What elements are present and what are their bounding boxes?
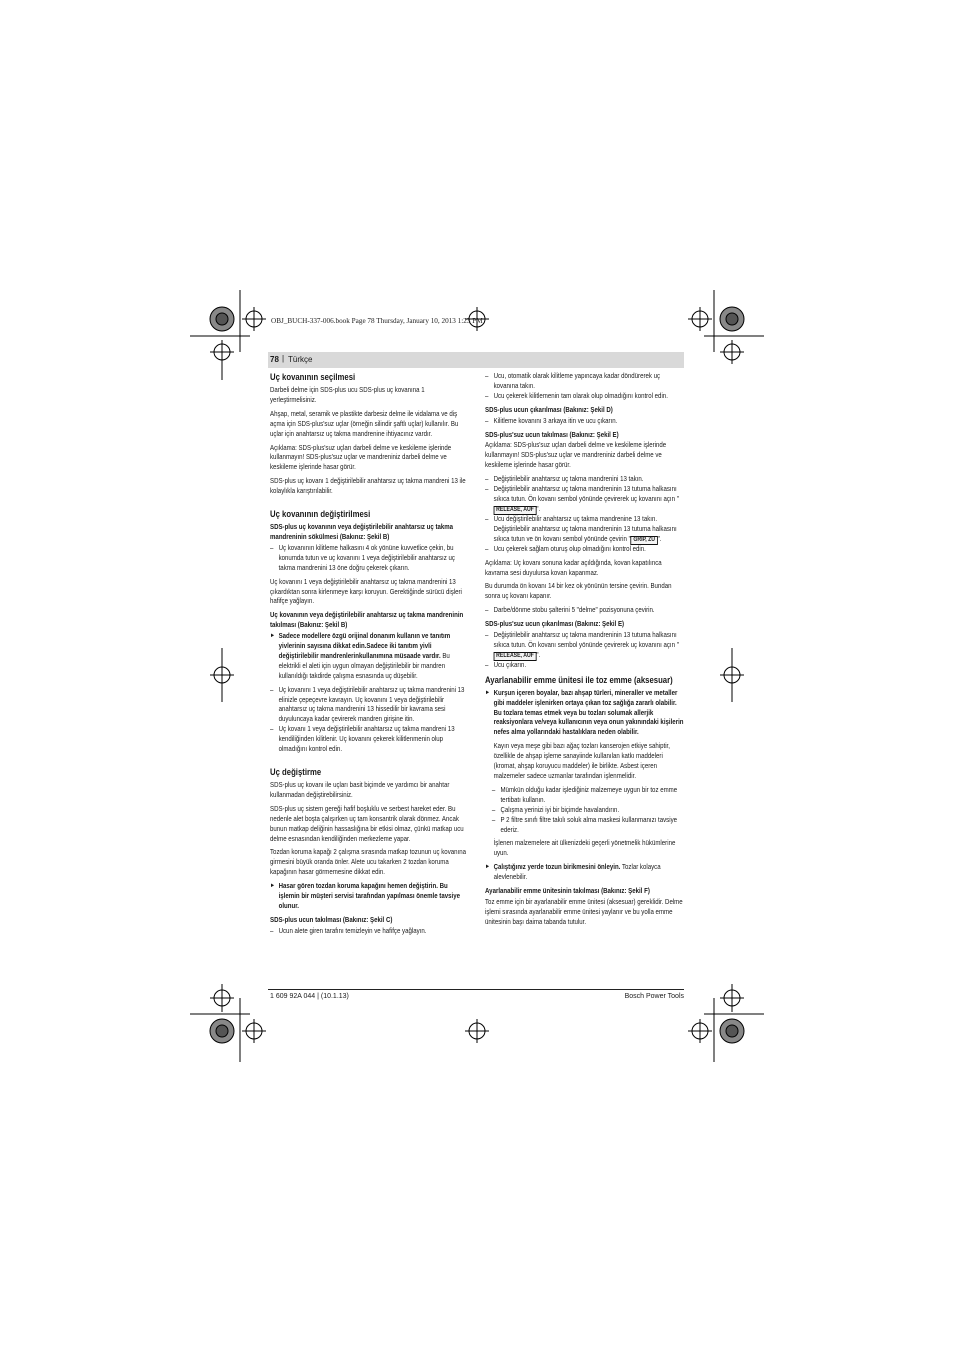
paragraph: Kayın veya meşe gibi bazı ağaç tozları kanserojen etkiye sahiptir, özellikle de ahşap işleme sanayiinde kullanılan katkı maddeleri (kromat, ahşap koruyucu maddeler) ile birlikte. Asbest içeren malzemeler sadece uzmanlar tarafından işlenmelidir. bbox=[493, 742, 670, 780]
sub-list-item: – Çalışma yerinizi iyi bir biçimde havalandırın. bbox=[492, 806, 686, 816]
section-title: Uç kovanının değiştirilmesi bbox=[270, 509, 371, 520]
sub-list-item: – Mümkün olduğu kadar işlediğiniz malzemeye uygun bir toz emme tertibatı kullanın. bbox=[492, 786, 686, 806]
language-label: Türkçe bbox=[288, 355, 313, 364]
list-item bbox=[485, 485, 685, 515]
list-item: – Ucu çekerek sağlam oturuş olup olmadığını kontrol edin. bbox=[485, 545, 685, 555]
list-item: – Darbe/dönme stobu şalterini 5 "delme" pozisyonuna çevirin. bbox=[485, 606, 685, 616]
subheading: Uç kovanının veya değiştirilebilir anahtarsız uç takma mandreninin takılması (Bakınız: Şekil B) bbox=[270, 611, 464, 630]
paragraph: SDS-plus uç kovanı ile uçları basit biçimde ve yardımcı bir anahtar kullanmadan değiştirebilirsiniz. bbox=[270, 781, 450, 799]
footer-brand: Bosch Power Tools bbox=[624, 993, 684, 1000]
note-paragraph: Açıklama: SDS-plus'suz uçları darbeli delme ve keskileme işlerinde kullanmayın! SDS-plus'suz uçlar ve mandreniniz darbeli delme ve keskileme işlerinde hasar görür. bbox=[485, 441, 667, 470]
paragraph: Toz emme için bir ayarlanabilir emme ünitesi (aksesuar) gereklidir. Delme işlemi sırasında ayarlanabilir emme ünitesi yaylanır ve bu yolla emme ünitesinin başı daima tabanda tutulur. bbox=[485, 897, 683, 926]
page-number: 78 bbox=[270, 355, 279, 364]
grip-symbol-label: GRIP, ZU bbox=[631, 536, 658, 545]
warning-item bbox=[485, 863, 685, 883]
warning-item bbox=[270, 632, 470, 682]
subheading: SDS-plus'suz ucun takılması (Bakınız: Şekil E) bbox=[485, 430, 619, 439]
section-title: Uç kovanının seçilmesi bbox=[270, 372, 356, 382]
list-text: Ucu değiştirilebilir anahtarsız uç takma mandrenine 13 takın. Değiştirilebilir anahtarsız uç takma mandreninin 13 tutuma halkasını sıkıca tutun ve ön kovanı sembol yönünde çevirin " bbox=[493, 514, 677, 543]
list-item: – Ucu çıkarın. bbox=[485, 661, 685, 671]
release-symbol-label: RELEASE, AUF bbox=[494, 506, 537, 515]
list-text: Değiştirilebilir anahtarsız uç takma mandreninin 13 tutuma halkasını sıkıca tutun. Ön kovanı sembol yönünde çevirerek uç kovanını açın " bbox=[493, 631, 679, 649]
paragraph: Tozdan koruma kapağı 2 çalışma sırasında matkap tozunun uç kovanına girmesini büyük oranda önler. Alete ucu takarken 2 tozdan koruma kapağının hasar görmemesine dikkat edin. bbox=[270, 848, 467, 877]
list-item: – Değiştirilebilir anahtarsız uç takma mandrenini 13 takın. bbox=[485, 475, 685, 485]
subheading: SDS-plus ucun çıkarılması (Bakınız: Şekil D) bbox=[485, 405, 613, 414]
subheading: Ayarlanabilir emme ünitesinin takılması (Bakınız: Şekil F) bbox=[485, 887, 650, 896]
list-item bbox=[485, 631, 685, 661]
section-title: Uç değiştirme bbox=[270, 767, 322, 777]
release-symbol-label: RELEASE, AUF bbox=[494, 652, 537, 661]
paragraph: SDS-plus uç kovanı 1 değiştirilebilir anahtarsız uç takma mandreni 13 ile kolaylıkla karıştırılabilir. bbox=[270, 477, 466, 496]
list-item bbox=[485, 515, 685, 545]
slug-line: OBJ_BUCH-337-006.book Page 78 Thursday, January 10, 2013 1:23 PM bbox=[271, 317, 483, 325]
list-item: – Uç kovanının kilitleme halkasını 4 ok yönüne kuvvetlice çekin, bu konumda tutun ve uç kovanını 1 veya değiştirilebilir anahtarsız uç takma mandrenini 13 öne doğru çekerek çıkarın. bbox=[270, 544, 470, 574]
right-column bbox=[485, 372, 685, 932]
footer-doc-number: 1 609 92A 044 | (10.1.13) bbox=[270, 993, 349, 1000]
subheading: SDS-plus uç kovanının veya değiştirilebilir anahtarsız uç takma mandreninin sökülmesi (Bakınız: Şekil B) bbox=[270, 523, 454, 541]
warning-item bbox=[485, 689, 685, 739]
note-paragraph: Açıklama: SDS-plus'suz uçları darbeli delme ve keskileme işlerinde kullanmayın! SDS-plus'suz uçlar ve mandreniniz darbeli delme ve keskileme işlerinde hasar görür. bbox=[270, 443, 452, 472]
warning-bold: Sadece modellere özgü orijinal donanım kullanın ve tanıtım yivlerinin sayısına dikkat edin.Sadece iki tanıtım yivli değiştirilebilir mandrenlerinkullanımına müsaade vardır. bbox=[278, 632, 451, 660]
warning-bold: Hasar gören tozdan koruma kapağını hemen değiştirin. Bu işlemin bir müşteri servisi tarafından yapılması önemle tavsiye olunur. bbox=[278, 882, 461, 910]
footer-rule bbox=[268, 989, 684, 990]
paragraph: İşlenen malzemelere ait ülkenizdeki geçerli yönetmelik hükümlerine uyun. bbox=[493, 839, 676, 858]
sub-list-item: – P 2 filtre sınıfı filtre takılı soluk alma maskesi kullanmanızı tavsiye ederiz. bbox=[492, 816, 686, 836]
page-header bbox=[268, 352, 684, 368]
paragraph: Uç kovanını 1 veya değiştirilebilir anahtarsız uç takma mandrenini 13 çıkardıktan sonra kirlenmeye karşı koruyun. Gerektiğinde sürücü dişleri hafifçe yağlayın. bbox=[270, 577, 462, 606]
list-text-end: ". bbox=[536, 650, 541, 659]
paragraph: Bu durumda ön kovanı 14 bir kez ok yönünün tersine çevirin. Bundan sonra uç kovanı kapanır. bbox=[485, 582, 672, 601]
list-text: Değiştirilebilir anahtarsız uç takma mandreninin 13 tutuma halkasını sıkıca tutun. Ön kovanı sembol yönünde çevirerek uç kovanını açın " bbox=[493, 485, 679, 503]
list-item: – Uç kovanı 1 veya değiştirilebilir anahtarsız uç takma mandreni 13 kendiliğinden kilitlenir. Uç kovanını çekerek kilitlenmenin olup olmadığını kontrol edin. bbox=[270, 725, 470, 755]
list-item: – Uç kovanını 1 veya değiştirilebilir anahtarsız uç takma mandrenini 13 elinizle çepeçevre kavrayın. Uç kovanını 1 veya değiştirilebilir anahtarsız uç takma mandrenini 13 hissedilir bir kavrama sesi duyuluncaya kadar çevirerek mandren girişine itin. bbox=[270, 686, 470, 726]
list-item: – Ucun alete giren tarafını temizleyin ve hafifçe yağlayın. bbox=[270, 927, 470, 937]
section-title: Ayarlanabilir emme ünitesi ile toz emme (aksesuar) bbox=[485, 674, 673, 685]
list-item: – Ucu, otomatik olarak kilitleme yapıncaya kadar döndürerek uç kovanına takın. bbox=[485, 372, 685, 392]
list-text-end: ". bbox=[657, 534, 662, 543]
warning-text: Tozlar kolayca alevlenebilir. bbox=[493, 863, 661, 882]
note-paragraph: Açıklama: Uç kovanı sonuna kadar açıldığında, kovan kapatılınca kavrama sesi duyulursa kovan kapanmaz. bbox=[485, 558, 662, 577]
list-item: – Kilitleme kovanını 3 arkaya itin ve ucu çıkarın. bbox=[485, 417, 685, 427]
paragraph: Ahşap, metal, seramik ve plastikte darbesiz delme ile vidalama ve diş açma için SDS-plus'suz uçlar (örneğin silindir şaftlı uçlar) kullanılır. Bu uçlar için anahtarsız uç takma mandrenine ihtiyacınız vardır. bbox=[270, 409, 459, 438]
warning-item bbox=[270, 882, 470, 912]
list-item: – Ucu çekerek kilitlemenin tam olarak olup olmadığını kontrol edin. bbox=[485, 392, 685, 402]
paragraph: Darbeli delme için SDS-plus ucu SDS-plus uç kovanına 1 yerleştirmelisiniz. bbox=[270, 386, 425, 404]
list-text-end: ". bbox=[536, 504, 541, 513]
warning-text: Bu elektrikli el aleti için uygun olmayan değiştirilebilir bir mandren kullanıldığı takdirde çalışma esnasında uç düşebilir. bbox=[278, 651, 450, 680]
warning-bold: Kurşun içeren boyalar, bazı ahşap türleri, mineraller ve metaller gibi maddeler işlenirken ortaya çıkan toz sağlığa zararlı olabilir. Bu tozlara temas etmek veya bu tozları solumak allerjik reaksiyonlara ve/veya kullanıcının veya onun yakınındaki kişilerin nefes alma yollarındaki hastalıklara neden olabilir. bbox=[493, 688, 684, 737]
paragraph: SDS-plus uç sistem gereği hafif boşluklu ve serbest hareket eder. Bu nedenle alet boşta çalışırken uç tam konsantrik olarak dönmez. Ancak bunun matkap deliğinin hassaslığına bir etkisi olmaz, çünkü matkap ucu delme esnasından kendiliğinden merkezleme yapar. bbox=[270, 804, 464, 843]
warning-bold: Çalıştığınız yerde tozun birikmesini önleyin. bbox=[493, 863, 621, 872]
left-column bbox=[270, 372, 470, 941]
header-separator: | bbox=[282, 354, 285, 363]
subheading: SDS-plus ucun takılması (Bakınız: Şekil C) bbox=[270, 915, 393, 924]
subheading: SDS-plus'suz ucun çıkarılması (Bakınız: Şekil E) bbox=[485, 620, 625, 629]
